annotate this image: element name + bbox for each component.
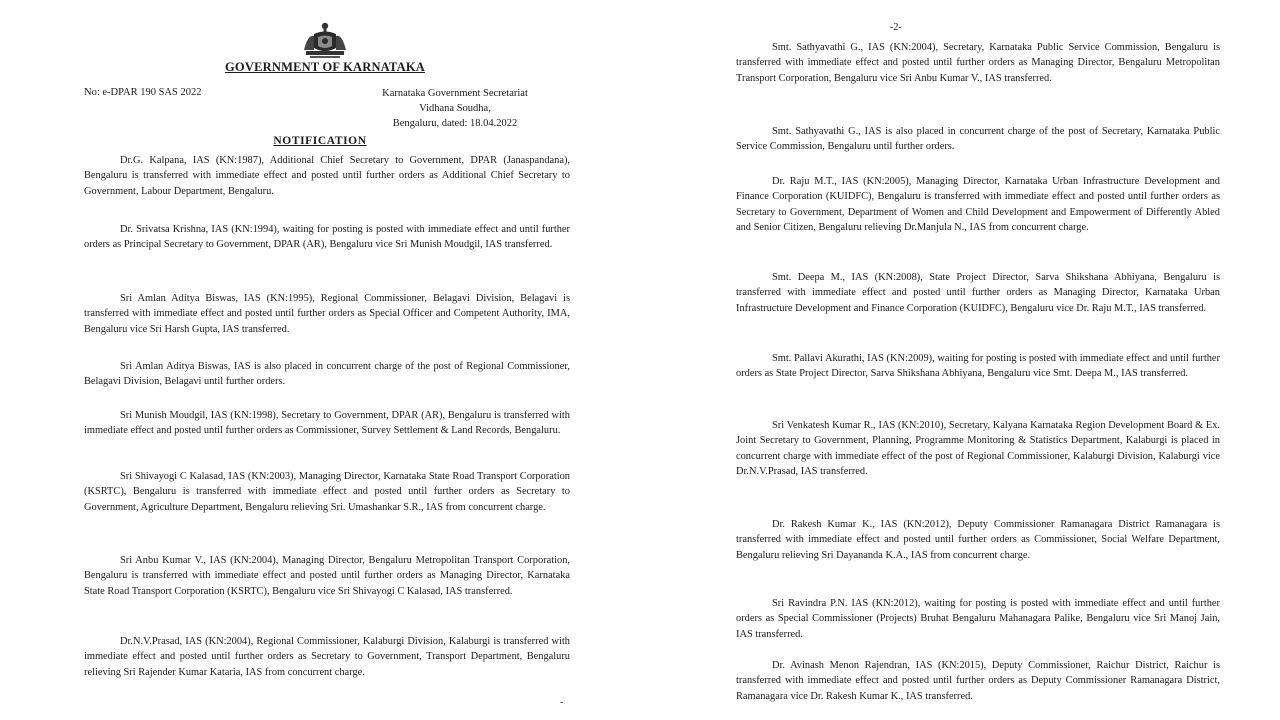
address-date-line: Bengaluru, dated: 18.04.2022 <box>392 118 518 129</box>
transfer-paragraph: Sri Shivayogi C Kalasad, IAS (KN:2003), Managing Director, Karnataka State Road Transport Corporation (KSRTC), Bengaluru is transferred with immediate effect and posted until further orders as Secretary to Government, Agriculture Department, Bengaluru relieving Sri. Umashankar S.R., IAS from concurrent charge. <box>84 471 570 513</box>
transfer-paragraph: Dr. Raju M.T., IAS (KN:2005), Managing Director, Karnataka Urban Infrastructure Development and Finance Corporation (KUIDFC), Bengaluru is transferred with immediate effect and posted until further orders as Secretary to Government, Department of Women and Child Development and Empowerment of Differently Abled and Senior Citizen, Bengaluru relieving Dr.Manjula N., IAS from concurrent charge. <box>736 176 1220 234</box>
government-title: GOVERNMENT OF KARNATAKA <box>225 60 425 74</box>
transfer-paragraph: Dr. Avinash Menon Rajendran, IAS (KN:2015), Deputy Commissioner, Raichur District, Raichur is transferred with immediate effect and posted until further orders as Deputy Commissioner Ramanagara District, Ramanagara vice Dr. Rakesh Kumar K., IAS transferred. <box>736 660 1220 702</box>
transfer-paragraph: Sri Venkatesh Kumar R., IAS (KN:2010), Secretary, Kalyana Karnataka Region Development Board & Ex. Joint Secretary to Government, Planning, Programme Monitoring & Statistics Department, Kalaburgi is placed in concurrent charge with immediate effect of the post of Regional Commissioner, Kalaburgi Division, Kalaburgi vice Dr.N.V.Prasad, IAS transferred. <box>736 420 1220 478</box>
order-number: No: e-DPAR 190 SAS 2022 <box>84 87 202 98</box>
transfer-paragraph: Sri Amlan Aditya Biswas, IAS (KN:1995), Regional Commissioner, Belagavi Division, Belagavi is transferred with immediate effect and posted until further orders as Special Officer and Competent Authority, IMA, Bengaluru vice Sri Harsh Gupta, IAS transferred. <box>84 293 570 335</box>
transfer-paragraph: Sri Ravindra P.N. IAS (KN:2012), waiting for posting is posted with immediate effect and until further orders as Special Commissioner (Projects) Bruhat Bengaluru Mahanagara Palike, Bengaluru vice Sri Manoj Jain, IAS transferred. <box>736 598 1220 640</box>
transfer-paragraph: Smt. Deepa M., IAS (KN:2008), State Project Director, Sarva Shikshana Abhiyana, Bengaluru is transferred with immediate effect and posted until further orders as Managing Director, Karnataka Urban Infrastructure Development and Finance Corporation (KUIDFC), Bengaluru vice Dr. Raju M.T., IAS transferred. <box>736 272 1220 314</box>
secretariat-address <box>360 86 550 131</box>
page-number: -2- <box>890 22 902 33</box>
transfer-paragraph: Dr.G. Kalpana, IAS (KN:1987), Additional Chief Secretary to Government, DPAR (Janaspandana), Bengaluru is transferred with immediate effect and posted until further orders as Additional Chief Secretary to Government, Labour Department, Bengaluru. <box>84 155 570 197</box>
notification-heading: NOTIFICATION <box>273 135 367 147</box>
transfer-paragraph: Dr.N.V.Prasad, IAS (KN:2004), Regional Commissioner, Kalaburgi Division, Kalaburgi is transferred with immediate effect and posted until further orders as Secretary to Government, Transport Department, Bengaluru relieving Sri Rajender Kumar Kataria, IAS from concurrent charge. <box>84 636 570 678</box>
transfer-paragraph: Smt. Sathyavathi G., IAS is also placed in concurrent charge of the post of Secretary, Karnataka Public Service Commission, Bengaluru until further orders. <box>736 126 1220 153</box>
transfer-paragraph: Sri Anbu Kumar V., IAS (KN:2004), Managing Director, Bengaluru Metropolitan Transport Corporation, Bengaluru is transferred with immediate effect and posted until further orders as Managing Director, Karnataka State Road Transport Corporation (KSRTC), Bengaluru vice Sri Shivayogi C Kalasad, IAS transferred. <box>84 555 570 597</box>
notification-page-2 <box>640 0 1280 720</box>
transfer-paragraph: Dr. Rakesh Kumar K., IAS (KN:2012), Deputy Commissioner Ramanagara District Ramanagara is transferred with immediate effect and posted until further orders as Commissioner, Social Welfare Department, Bengaluru relieving Sri Dayananda K.A., IAS from concurrent charge. <box>736 519 1220 561</box>
page-footer-mark: - <box>560 697 564 708</box>
address-line: Karnataka Government Secretariat <box>382 88 528 99</box>
transfer-paragraph: Sri Amlan Aditya Biswas, IAS is also placed in concurrent charge of the post of Regional Commissioner, Belagavi Division, Belagavi until further orders. <box>84 361 570 388</box>
karnataka-emblem-icon <box>300 20 350 60</box>
address-line: Vidhana Soudha, <box>419 103 491 114</box>
transfer-paragraph: Smt. Pallavi Akurathi, IAS (KN:2009), waiting for posting is posted with immediate effect and until further orders as State Project Director, Sarva Shikshana Abhiyana, Bengaluru vice Smt. Deepa M., IAS transferred. <box>736 353 1220 380</box>
transfer-paragraph: Sri Munish Moudgil, IAS (KN:1998), Secretary to Government, DPAR (AR), Bengaluru is transferred with immediate effect and posted until further orders as Commissioner, Survey Settlement & Land Records, Bengaluru. <box>84 410 570 437</box>
transfer-paragraph: Smt. Sathyavathi G., IAS (KN:2004), Secretary, Karnataka Public Service Commission, Bengaluru is transferred with immediate effect and posted until further orders as Managing Director, Bengaluru Metropolitan Transport Corporation, Bengaluru vice Sri Anbu Kumar V., IAS transferred. <box>736 42 1220 84</box>
transfer-paragraph: Dr. Srivatsa Krishna, IAS (KN:1994), waiting for posting is posted with immediate effect and until further orders as Principal Secretary to Government, DPAR (AR), Bengaluru vice Sri Munish Moudgil, IAS transferred. <box>84 224 570 251</box>
